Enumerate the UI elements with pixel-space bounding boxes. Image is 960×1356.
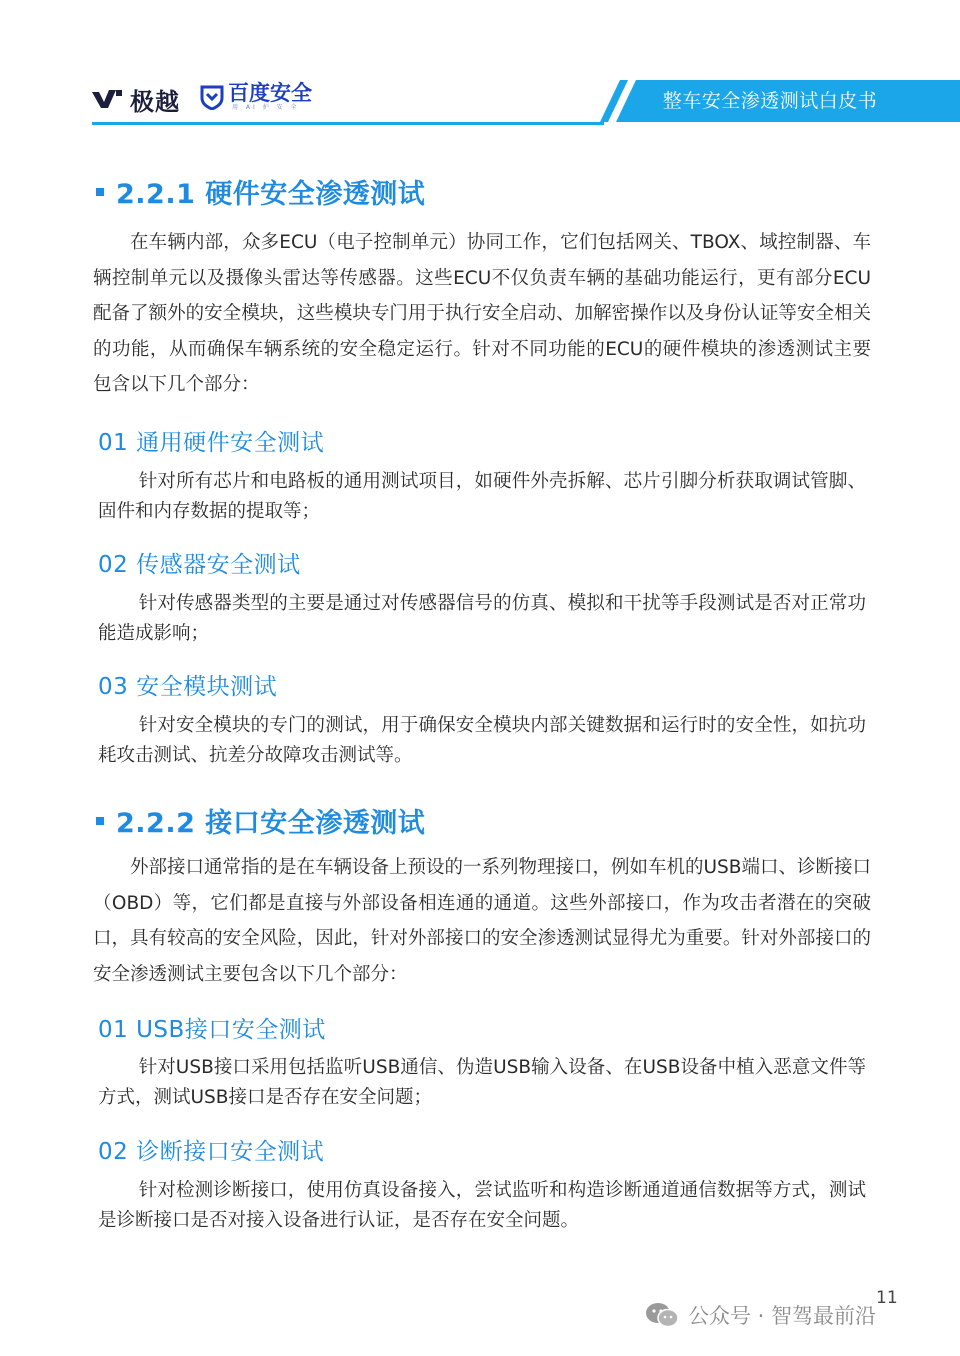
subsection-title: 02 诊断接口安全测试 xyxy=(98,1139,325,1165)
section-title-interface: 2.2.2 接口安全渗透测试 xyxy=(96,801,425,840)
jiyue-mark-icon xyxy=(92,88,122,110)
bullet-square-icon xyxy=(96,817,104,825)
brand-jiyue: 极越 xyxy=(130,87,180,116)
bullet-square-icon xyxy=(96,188,104,196)
wechat-watermark xyxy=(644,1300,876,1330)
document-title: 整车安全渗透测试白皮书 xyxy=(662,90,878,112)
watermark-text: 公众号 · 智驾最前沿 xyxy=(688,1304,877,1328)
page-number: 11 xyxy=(876,1288,898,1308)
section-title-hardware: 2.2.1 硬件安全渗透测试 xyxy=(96,172,425,211)
page-header xyxy=(0,0,960,130)
subsection-text: 针对USB接口采用包括监听USB通信、伪造USB输入设备、在USB设备中植入恶意文件等方式，测试USB接口是否存在安全问题； xyxy=(98,1057,866,1108)
shield-icon xyxy=(200,84,224,110)
baidu-security-logo xyxy=(200,82,312,112)
header-divider xyxy=(92,122,604,125)
wechat-icon xyxy=(644,1301,680,1329)
subsection-title: 03 安全模块测试 xyxy=(98,674,278,700)
subsection-text: 针对检测诊断接口，使用仿真设备接入，尝试监听和构造诊断通道通信数据等方式，测试是诊断接口是否对接入设备进行认证，是否存在安全问题。 xyxy=(98,1180,866,1231)
section-intro-hardware: 在车辆内部，众多ECU（电子控制单元）协同工作，它们包括网关、TBOX、域控制器、车辆控制单元以及摄像头雷达等传感器。这些ECU不仅负责车辆的基础功能运行，更有部分ECU配备了额外的安全模块，这些模块专门用于执行安全启动、加解密操作以及身份认证等安全相关的功能，从而确保车辆系统的安全稳定运行。针对不同功能的ECU的硬件模块的渗透测试主要包含以下几个部分： xyxy=(93,232,871,395)
subsection-title: 01 USB接口安全测试 xyxy=(98,1017,326,1043)
subsection-title: 02 传感器安全测试 xyxy=(98,552,301,578)
jiyue-logo xyxy=(92,84,180,114)
section-intro-interface: 外部接口通常指的是在车辆设备上预设的一系列物理接口，例如车机的USB端口、诊断接口（OBD）等，它们都是直接与外部设备相连通的通道。这些外部接口，作为攻击者潜在的突破口，具有较高的安全风险，因此，针对外部接口的安全渗透测试显得尤为重要。针对外部接口的安全渗透测试主要包含以下几个部分： xyxy=(93,857,871,985)
subsection-title: 01 通用硬件安全测试 xyxy=(98,430,325,456)
brand-baidu-security: 百度安全 xyxy=(228,81,312,105)
subsection-text: 针对所有芯片和电路板的通用测试项目，如硬件外壳拆解、芯片引脚分析获取调试管脚、固件和内存数据的提取等； xyxy=(98,471,866,522)
subsection-text: 针对传感器类型的主要是通过对传感器信号的仿真、模拟和干扰等手段测试是否对正常功能造成影响； xyxy=(98,593,866,644)
subsection-text: 针对安全模块的专门的测试，用于确保安全模块内部关键数据和运行时的安全性，如抗功耗攻击测试、抗差分故障攻击测试等。 xyxy=(98,715,866,766)
brand-baidu-slogan: 用 AI 护 安 全 xyxy=(232,104,300,111)
